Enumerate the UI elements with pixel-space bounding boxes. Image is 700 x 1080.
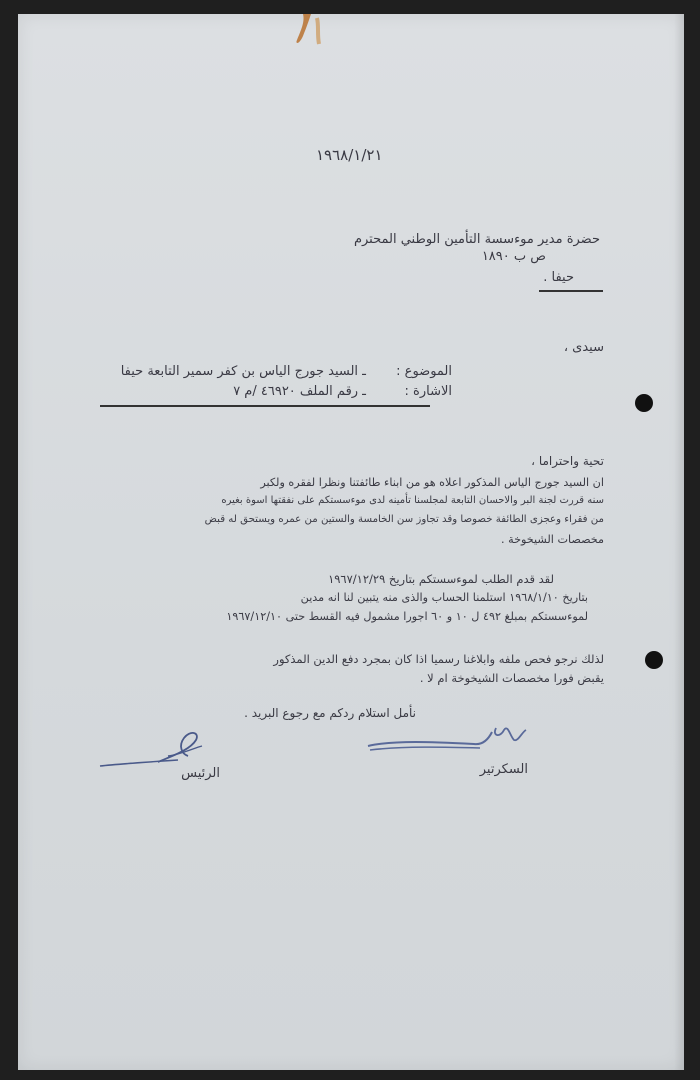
paragraph-1-line-1: ان السيد جورج الياس المذكور اعلاه هو من ابناء طائفتنا ونظرا لفقره ولكبر [260, 476, 604, 489]
reference-value: ـ رقم الملف ٤٦٩٢٠ /م ٧ [233, 384, 366, 399]
recipient-line-3: حيفا . [543, 270, 574, 285]
subject-value: ـ السيد جورج الياس بن كفر سمير التابعة حيفا [120, 364, 366, 379]
paragraph-1-line-3: من فقراء وعجزى الطائفة خصوصا وقد تجاوز سن الخامسة والستين من عمره ويستحق له قبض [204, 514, 604, 525]
greeting: تحية واحتراما ، [531, 454, 604, 468]
paragraph-3-line-2: يقبض فورا مخصصات الشيخوخة ام لا . [419, 671, 604, 685]
subject-label: الموضوع : [396, 364, 452, 379]
page-edge-shadow [674, 14, 684, 1070]
paragraph-2-line-3: لموءسستكم بمبلغ ٤٩٢ ل ١٠ و ٦٠ اجورا مشمول فيه القسط حتى ١٩٦٧/١٢/١٠ [226, 610, 588, 623]
document-page [18, 14, 684, 1070]
secretary-label: السكرتير [479, 762, 528, 777]
recipient-line-1: حضرة مدير موءسسة التأمين الوطني المحترم [353, 232, 600, 247]
recipient-line-2: ص ب ١٨٩٠ [481, 249, 546, 264]
secretary-signature-scribble [364, 722, 534, 758]
recipient-underline [539, 290, 603, 292]
paragraph-3-line-1: لذلك نرجو فحص ملفه وابلاغنا رسميا اذا كان بمجرد دفع الدين المذكور [273, 652, 604, 666]
salutation: سيدى ، [563, 340, 604, 355]
paragraph-1-line-2: سنه قررت لجنة البر والاحسان التابعة لمجلسنا تأمينه لدى موءسستكم على نفقتها اسوة بغيره [221, 495, 604, 506]
letter-date: ١٩٦٨/١/٢١ [316, 146, 383, 164]
paragraph-2-line-2: بتاريخ ١٩٦٨/١/١٠ استلمنا الحساب والذى منه يتبين لنا انه مدين [300, 591, 588, 604]
punch-hole-upper [635, 394, 653, 412]
reference-label: الاشارة : [404, 384, 452, 399]
ink-stain-top [273, 14, 343, 54]
paragraph-2-line-1: لقد قدم الطلب لموءسستكم بتاريخ ١٩٦٧/١٢/٢٩ [328, 572, 554, 586]
punch-hole-lower [645, 651, 663, 669]
closing-line: نأمل استلام ردكم مع رجوع البريد . [244, 706, 416, 720]
paragraph-1-line-4: مخصصات الشيخوخة . [500, 533, 604, 546]
president-label: الرئيس [181, 766, 220, 781]
subject-underline [100, 405, 430, 407]
